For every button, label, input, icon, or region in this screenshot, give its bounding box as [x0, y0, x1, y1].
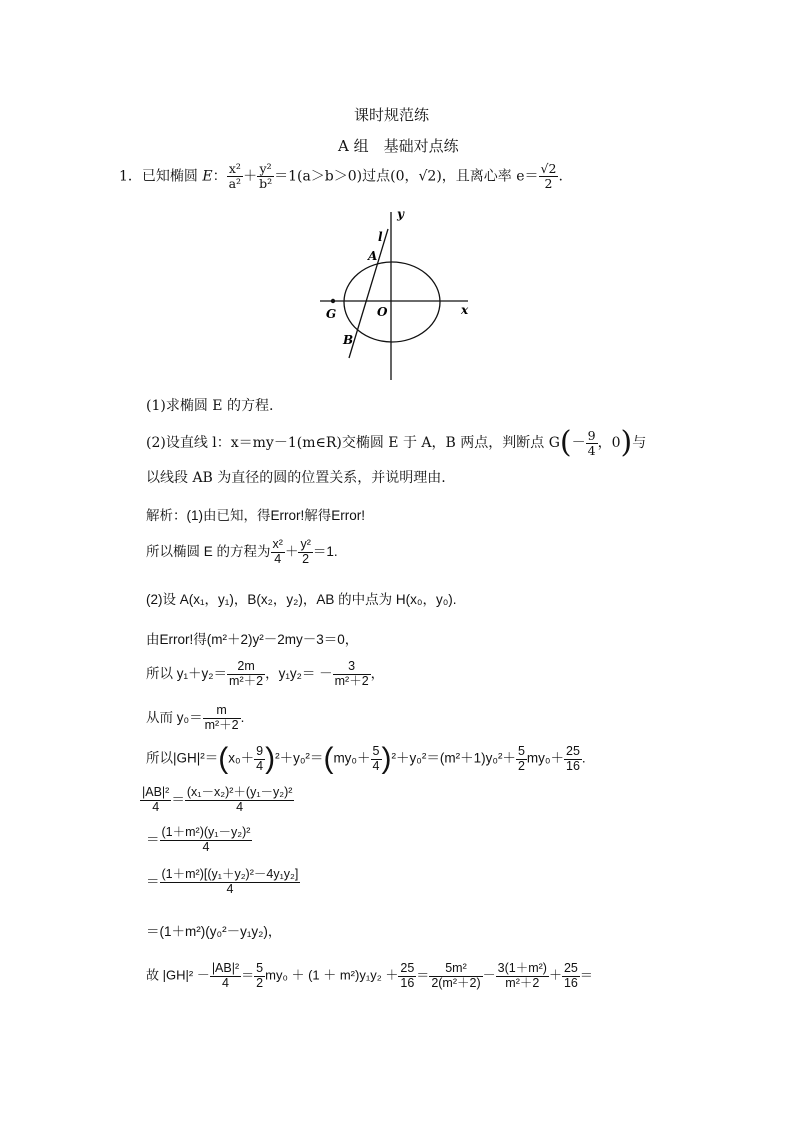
point-g	[331, 299, 335, 303]
solution-line-7: 所以|GH|²＝(x₀＋ $\frac{9}{4}$ )²＋y₀²＝(my₀＋ $\frac{5}{4}$ )²＋y₀²＝(m²＋1)y₀²＋ $\frac{5}{2}$ my₀＋ $\frac{25}{16}$ .	[146, 742, 586, 775]
label-y: y	[397, 207, 404, 221]
stem-rhs: ＝1(a＞b＞0)过点(0，√2)，且离心率 e＝	[274, 168, 539, 185]
ellipse-curve	[344, 262, 440, 342]
solution-line-1: 解析：(1)由已知，得Error!解得Error!	[146, 508, 365, 523]
solution-line-11: ＝(1＋m²)(y₀²－y₁y₂)，	[146, 924, 282, 939]
ellipse-figure	[316, 206, 476, 386]
solution-line-5: 所以 y₁＋y₂＝ $\frac{2m}{\text{m²＋2}}$ ，y₁y₂＝ － $\frac{3}{\text{m²＋2}}$ ，	[146, 659, 385, 688]
fraction-y: $\frac{\text{y²}}{\text{b²}}$	[259, 161, 273, 191]
part-2-line-2: 以线段 AB 为直径的圆的位置关系，并说明理由.	[146, 470, 446, 486]
stem-prefix: 已知椭圆	[141, 168, 198, 185]
label-x: x	[461, 303, 469, 317]
label-g: G	[326, 307, 337, 321]
solution-line-12: 故 |GH|² － $\frac{\text{|AB|²}}{4}$ ＝ $\frac{5}{2}$ my₀ ＋ (1 ＋ m²)y₁y₂ ＋ $\frac{25}{16}$ ＝ $\frac{\text{5m²}}{\text{2(m²＋2)}}$ － $\frac{\text{3(1＋m²)}}{\text{m²＋2}}$ ＋ $\frac{25}{16}$ ＝	[146, 961, 593, 990]
solution-line-8: $\frac{\text{|AB|²}}{4}$ ＝ $\frac{\text{(x₁－x₂)²＋(y₁－y₂)²}}{4}$	[142, 785, 293, 814]
label-l: l	[378, 230, 383, 244]
fraction-x: $\frac{\text{x²}}{\text{a²}}$	[228, 161, 242, 191]
page-title: 课时规范练	[354, 106, 430, 124]
label-b: B	[343, 333, 354, 347]
solution-line-9: ＝ $\frac{\text{(1＋m²)(y₁－y₂)²}}{4}$	[146, 825, 251, 854]
solution-line-10: ＝ $\frac{\text{(1＋m²)[(y₁＋y₂)²－4y₁y₂]}}{4}$	[146, 867, 299, 896]
label-o: O	[377, 305, 388, 319]
group-heading: A 组 基础对点练	[338, 137, 459, 155]
solution-line-6: 从而 y₀＝ $\frac{m}{\text{m²＋2}}$ .	[146, 703, 245, 732]
g-fraction: $\frac{9}{4}$	[587, 427, 596, 458]
part-2: (2)设直线 l：x＝my－1(m∈R)交椭圆 E 于 A，B 两点，判断点 G(－ $\frac{9}{4}$ ，0)与	[146, 425, 647, 460]
ellipse-name: E	[202, 168, 213, 185]
solution-line-2: 所以椭圆 E 的方程为 $\frac{\text{x²}}{4}$ ＋ $\frac{\text{y²}}{2}$ ＝1.	[146, 537, 338, 566]
stem-end: .	[558, 168, 563, 185]
problem-stem: 1．已知椭圆 E： $\frac{\text{x²}}{\text{a²}}$ ＋ $\frac{\text{y²}}{\text{b²}}$ ＝1(a＞b＞0)过点(0，√2)，且离心率 e＝ $\frac{√2}{2}$ .	[119, 161, 563, 191]
part-1: (1)求椭圆 E 的方程.	[146, 398, 274, 414]
problem-number: 1．	[119, 168, 142, 185]
eccentricity-fraction: $\frac{√2}{2}$	[540, 161, 557, 191]
solution-line-4: 由Error!得(m²＋2)y²－2my－3＝0，	[146, 632, 359, 647]
label-a: A	[368, 249, 378, 263]
solution-line-3: (2)设 A(x₁，y₁)，B(x₂，y₂)，AB 的中点为 H(x₀，y₀).	[146, 592, 457, 607]
